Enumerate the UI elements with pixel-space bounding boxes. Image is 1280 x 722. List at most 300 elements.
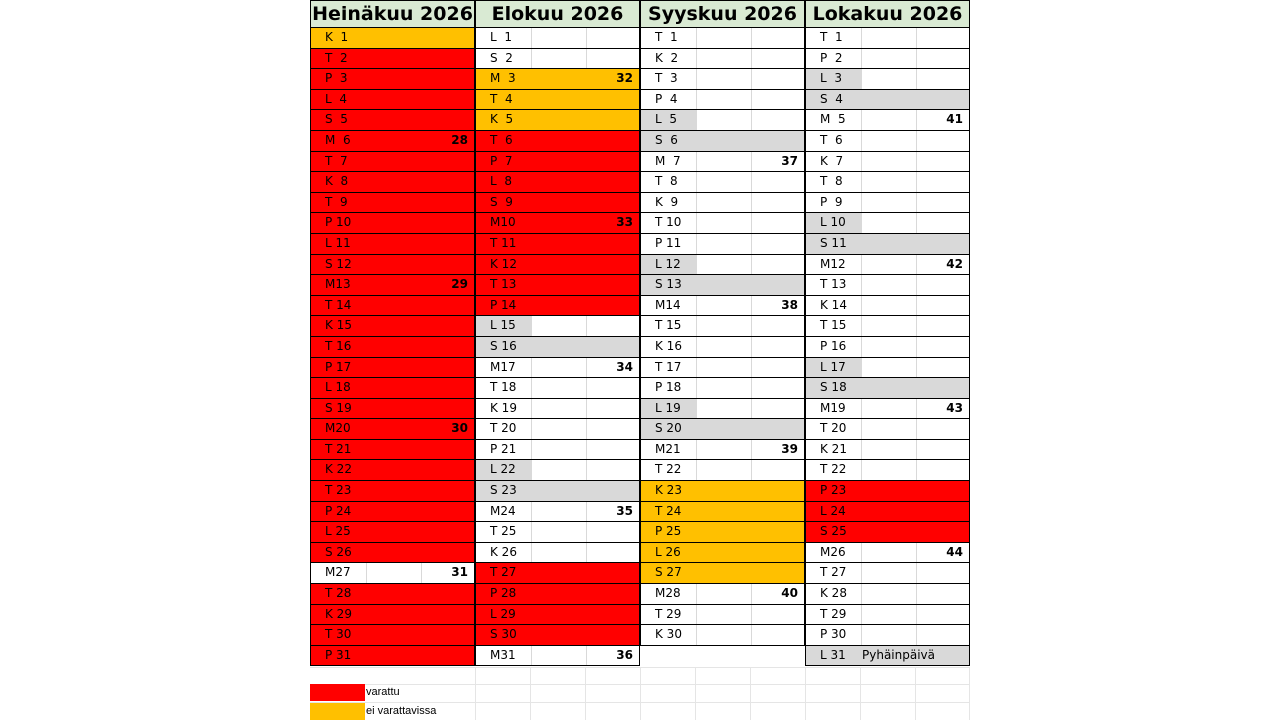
- cell-divider: [751, 255, 752, 275]
- day-row[interactable]: [805, 378, 970, 399]
- day-row[interactable]: [640, 152, 805, 173]
- day-row[interactable]: [310, 49, 475, 70]
- day-row[interactable]: [640, 584, 805, 605]
- month-column-august: [475, 0, 640, 667]
- day-row[interactable]: [805, 69, 970, 90]
- cell-divider: [531, 460, 532, 480]
- day-label: L 29: [490, 606, 516, 621]
- day-row[interactable]: [475, 296, 640, 317]
- day-row[interactable]: [475, 172, 640, 193]
- day-label: S 30: [490, 627, 517, 642]
- day-label: T 27: [820, 565, 847, 580]
- day-label: K 21: [820, 441, 847, 456]
- day-label: L 11: [325, 235, 351, 250]
- day-row[interactable]: [475, 110, 640, 131]
- day-label: S 11: [820, 235, 847, 250]
- day-label: T 28: [325, 586, 352, 601]
- cell-divider: [916, 28, 917, 48]
- day-label: P 17: [325, 359, 352, 374]
- day-row[interactable]: [475, 419, 640, 440]
- day-label: K 9: [655, 194, 679, 209]
- cell-divider: [531, 358, 532, 378]
- day-row[interactable]: [640, 460, 805, 481]
- cell-divider: [586, 49, 587, 69]
- day-row[interactable]: [310, 296, 475, 317]
- day-row[interactable]: [475, 522, 640, 543]
- day-label: T 1: [655, 30, 678, 44]
- cell-divider: [861, 296, 862, 316]
- day-row[interactable]: [310, 172, 475, 193]
- day-row[interactable]: [805, 337, 970, 358]
- day-row[interactable]: [805, 399, 970, 420]
- month-header[interactable]: Syyskuu 2026: [640, 0, 805, 28]
- day-label: M 6: [325, 132, 351, 147]
- day-row[interactable]: [475, 275, 640, 296]
- day-label: M12: [820, 256, 846, 271]
- day-row[interactable]: [475, 605, 640, 626]
- month-column-july: [310, 0, 475, 667]
- cell-divider: [916, 316, 917, 336]
- day-row[interactable]: [475, 131, 640, 152]
- day-label: T 30: [325, 627, 352, 642]
- day-note: Pyhäinpäivä: [862, 647, 935, 662]
- day-row[interactable]: [475, 460, 640, 481]
- day-label: M20: [325, 421, 351, 436]
- day-row[interactable]: [805, 296, 970, 317]
- cell-divider: [696, 28, 697, 48]
- day-list: [475, 28, 640, 666]
- day-label: T 9: [325, 194, 348, 209]
- day-label: T 20: [820, 421, 847, 436]
- cell-divider: [531, 399, 532, 419]
- legend: [310, 684, 510, 722]
- cell-divider: [751, 28, 752, 48]
- cell-divider: [916, 152, 917, 172]
- day-row[interactable]: [475, 316, 640, 337]
- cell-divider: [696, 255, 697, 275]
- day-label: L 19: [641, 399, 696, 419]
- day-row[interactable]: [640, 399, 805, 420]
- week-number: 43: [946, 400, 963, 415]
- day-row[interactable]: [310, 234, 475, 255]
- week-number: 34: [616, 359, 633, 374]
- cell-divider: [751, 213, 752, 233]
- day-row[interactable]: [310, 584, 475, 605]
- cell-divider: [916, 605, 917, 625]
- cell-divider: [916, 399, 917, 419]
- day-row[interactable]: [475, 234, 640, 255]
- day-label: T 23: [325, 483, 352, 498]
- cell-divider: [916, 275, 917, 295]
- day-row[interactable]: [805, 625, 970, 646]
- cell-divider: [531, 543, 532, 563]
- cell-divider: [916, 460, 917, 480]
- cell-divider: [421, 563, 422, 583]
- cell-divider: [586, 543, 587, 563]
- day-row[interactable]: [310, 522, 475, 543]
- day-label: P 11: [655, 235, 682, 250]
- day-row[interactable]: [475, 378, 640, 399]
- day-row[interactable]: [640, 234, 805, 255]
- day-label: T 16: [325, 338, 352, 353]
- day-row[interactable]: [640, 110, 805, 131]
- day-row[interactable]: [310, 419, 475, 440]
- day-label: T 22: [820, 462, 847, 477]
- cell-divider: [861, 625, 862, 645]
- day-row[interactable]: [640, 625, 805, 646]
- day-row[interactable]: [805, 481, 970, 502]
- day-row[interactable]: [640, 563, 805, 584]
- day-row[interactable]: [640, 49, 805, 70]
- day-row[interactable]: [805, 358, 970, 379]
- day-row[interactable]: [475, 543, 640, 564]
- cell-divider: [751, 234, 752, 254]
- day-row[interactable]: [475, 213, 640, 234]
- day-row[interactable]: [805, 90, 970, 111]
- cell-divider: [586, 358, 587, 378]
- day-row[interactable]: [805, 646, 970, 667]
- day-label: L 12: [641, 255, 696, 275]
- day-row[interactable]: [640, 502, 805, 523]
- cell-divider: [916, 563, 917, 583]
- day-row[interactable]: [805, 605, 970, 626]
- cell-divider: [531, 28, 532, 48]
- cell-divider: [696, 605, 697, 625]
- gridline: [915, 667, 916, 720]
- day-label: P 3: [325, 71, 348, 86]
- calendar-sheet: [310, 0, 970, 720]
- day-label: M13: [325, 277, 351, 292]
- day-row[interactable]: [640, 378, 805, 399]
- day-label: P 23: [820, 483, 847, 498]
- cell-divider: [531, 522, 532, 542]
- day-label: K 23: [655, 483, 682, 498]
- cell-divider: [861, 110, 862, 130]
- day-label: T 6: [820, 132, 843, 147]
- cell-divider: [696, 440, 697, 460]
- day-row[interactable]: [640, 481, 805, 502]
- day-label: P 16: [820, 338, 847, 353]
- day-row[interactable]: [475, 337, 640, 358]
- cell-divider: [751, 399, 752, 419]
- cell-divider: [861, 337, 862, 357]
- day-row[interactable]: [640, 419, 805, 440]
- cell-divider: [916, 131, 917, 151]
- day-row[interactable]: [640, 28, 805, 49]
- cell-divider: [861, 399, 862, 419]
- day-row[interactable]: [805, 563, 970, 584]
- day-label: P 24: [325, 503, 352, 518]
- cell-divider: [696, 234, 697, 254]
- day-label: M19: [820, 400, 846, 415]
- cell-divider: [916, 584, 917, 604]
- day-row[interactable]: [475, 49, 640, 70]
- cell-divider: [751, 193, 752, 213]
- day-row[interactable]: [640, 605, 805, 626]
- day-row[interactable]: [310, 255, 475, 276]
- cell-divider: [916, 172, 917, 192]
- day-label: L 10: [806, 213, 861, 233]
- gridline: [530, 667, 531, 720]
- day-row[interactable]: [805, 193, 970, 214]
- day-row[interactable]: [640, 296, 805, 317]
- week-number: 33: [616, 215, 633, 230]
- legend-item-unavailable: [310, 703, 510, 722]
- day-label: L 15: [476, 316, 531, 336]
- cell-divider: [751, 358, 752, 378]
- week-number: 44: [946, 544, 963, 559]
- day-label: K 8: [325, 174, 349, 189]
- cell-divider: [916, 213, 917, 233]
- day-row[interactable]: [310, 90, 475, 111]
- day-row[interactable]: [310, 152, 475, 173]
- day-row[interactable]: [475, 440, 640, 461]
- day-row[interactable]: [310, 563, 475, 584]
- day-row[interactable]: [805, 316, 970, 337]
- day-label: T 4: [490, 91, 513, 106]
- month-header[interactable]: Elokuu 2026: [475, 0, 640, 28]
- cell-divider: [751, 625, 752, 645]
- week-number: 35: [616, 503, 633, 518]
- cell-divider: [531, 378, 532, 398]
- day-row[interactable]: [805, 543, 970, 564]
- week-number: 29: [451, 277, 468, 292]
- day-row[interactable]: [640, 275, 805, 296]
- cell-divider: [531, 440, 532, 460]
- day-label: M31: [490, 647, 516, 662]
- day-row[interactable]: [310, 605, 475, 626]
- day-row[interactable]: [805, 49, 970, 70]
- day-row[interactable]: [805, 460, 970, 481]
- day-label: K 1: [325, 30, 349, 44]
- day-label: S 2: [490, 50, 513, 65]
- cell-divider: [751, 110, 752, 130]
- day-row[interactable]: [310, 358, 475, 379]
- day-row[interactable]: [805, 131, 970, 152]
- cell-divider: [861, 69, 862, 89]
- day-row[interactable]: [640, 358, 805, 379]
- cell-divider: [751, 49, 752, 69]
- day-list: [805, 28, 970, 666]
- cell-divider: [696, 90, 697, 110]
- cell-divider: [531, 316, 532, 336]
- day-row[interactable]: [640, 440, 805, 461]
- day-row[interactable]: [475, 255, 640, 276]
- day-row[interactable]: [310, 275, 475, 296]
- week-number: 41: [946, 112, 963, 127]
- day-row[interactable]: [310, 543, 475, 564]
- cell-divider: [916, 69, 917, 89]
- day-label: M 3: [490, 71, 516, 86]
- gridline: [750, 667, 751, 720]
- cell-divider: [916, 255, 917, 275]
- day-label: P 21: [490, 441, 517, 456]
- day-row[interactable]: [640, 255, 805, 276]
- cell-divider: [916, 440, 917, 460]
- cell-divider: [751, 90, 752, 110]
- cell-divider: [861, 584, 862, 604]
- day-label: P 14: [490, 297, 517, 312]
- day-label: S 16: [490, 338, 517, 353]
- cell-divider: [751, 172, 752, 192]
- day-row[interactable]: [475, 646, 640, 667]
- day-row[interactable]: [640, 522, 805, 543]
- cell-divider: [861, 152, 862, 172]
- day-row[interactable]: [310, 316, 475, 337]
- day-row[interactable]: [310, 399, 475, 420]
- day-row[interactable]: [475, 28, 640, 49]
- day-row[interactable]: [640, 337, 805, 358]
- day-label: M28: [655, 586, 681, 601]
- cell-divider: [751, 378, 752, 398]
- day-row[interactable]: [310, 28, 475, 49]
- cell-divider: [696, 625, 697, 645]
- legend-swatch-red: [310, 684, 365, 701]
- day-row[interactable]: [310, 131, 475, 152]
- gridline: [805, 667, 806, 720]
- day-row[interactable]: [805, 110, 970, 131]
- cell-divider: [751, 605, 752, 625]
- day-row[interactable]: [805, 419, 970, 440]
- day-label: K 7: [820, 153, 844, 168]
- day-row[interactable]: [475, 584, 640, 605]
- day-label: L 24: [820, 503, 846, 518]
- cell-divider: [696, 296, 697, 316]
- day-row[interactable]: [805, 213, 970, 234]
- gridline: [585, 667, 586, 720]
- cell-divider: [861, 275, 862, 295]
- day-row[interactable]: [805, 172, 970, 193]
- day-row[interactable]: [475, 625, 640, 646]
- day-row[interactable]: [475, 399, 640, 420]
- day-row[interactable]: [310, 378, 475, 399]
- day-label: T 29: [655, 606, 682, 621]
- day-row[interactable]: [640, 543, 805, 564]
- day-row[interactable]: [805, 152, 970, 173]
- day-row[interactable]: [310, 440, 475, 461]
- day-row[interactable]: [640, 69, 805, 90]
- day-label: S 23: [490, 483, 517, 498]
- month-header[interactable]: Lokakuu 2026: [805, 0, 970, 28]
- cell-divider: [916, 110, 917, 130]
- day-label: K 26: [490, 544, 517, 559]
- day-row[interactable]: [310, 193, 475, 214]
- day-row[interactable]: [475, 90, 640, 111]
- day-row[interactable]: [310, 625, 475, 646]
- cell-divider: [586, 502, 587, 522]
- cell-divider: [861, 358, 862, 378]
- cell-divider: [696, 110, 697, 130]
- day-row[interactable]: [475, 481, 640, 502]
- day-row[interactable]: [805, 275, 970, 296]
- gridline: [860, 667, 861, 720]
- week-number: 38: [781, 297, 798, 312]
- day-label: T 13: [820, 277, 847, 292]
- day-row[interactable]: [475, 152, 640, 173]
- day-row[interactable]: [475, 502, 640, 523]
- day-row[interactable]: [640, 193, 805, 214]
- cell-divider: [586, 378, 587, 398]
- cell-divider: [696, 69, 697, 89]
- cell-divider: [531, 502, 532, 522]
- cell-divider: [696, 172, 697, 192]
- day-row[interactable]: [805, 234, 970, 255]
- cell-divider: [751, 69, 752, 89]
- day-row[interactable]: [640, 316, 805, 337]
- day-row[interactable]: [310, 646, 475, 667]
- day-row[interactable]: [310, 213, 475, 234]
- day-label: T 29: [820, 606, 847, 621]
- day-row[interactable]: [640, 90, 805, 111]
- day-label: S 5: [325, 112, 348, 127]
- day-label: S 6: [655, 132, 678, 147]
- cell-divider: [751, 152, 752, 172]
- day-label: K 28: [820, 586, 847, 601]
- day-row[interactable]: [310, 69, 475, 90]
- cell-divider: [696, 584, 697, 604]
- week-number: 42: [946, 256, 963, 271]
- day-label: L 4: [325, 91, 347, 106]
- day-label: M17: [490, 359, 516, 374]
- day-row[interactable]: [475, 358, 640, 379]
- day-row[interactable]: [475, 69, 640, 90]
- day-row[interactable]: [805, 255, 970, 276]
- cell-divider: [696, 49, 697, 69]
- day-row[interactable]: [310, 337, 475, 358]
- cell-divider: [861, 605, 862, 625]
- cell-divider: [586, 316, 587, 336]
- day-label: S 19: [325, 400, 352, 415]
- day-list: [640, 28, 805, 646]
- day-label: M14: [655, 297, 681, 312]
- day-label: L 26: [655, 544, 681, 559]
- cell-divider: [861, 255, 862, 275]
- day-row[interactable]: [310, 481, 475, 502]
- day-label: K 2: [655, 50, 679, 65]
- day-label: T 8: [820, 174, 843, 189]
- week-number: 31: [451, 565, 468, 580]
- day-row[interactable]: [640, 131, 805, 152]
- day-row[interactable]: [310, 110, 475, 131]
- day-row[interactable]: [310, 460, 475, 481]
- month-column-october: [805, 0, 970, 667]
- cell-divider: [916, 296, 917, 316]
- day-label: K 22: [325, 462, 352, 477]
- day-label: T 13: [490, 277, 517, 292]
- month-header[interactable]: Heinäkuu 2026: [310, 0, 475, 28]
- day-label: K 12: [490, 256, 517, 271]
- day-row[interactable]: [805, 502, 970, 523]
- day-row[interactable]: [640, 213, 805, 234]
- cell-divider: [751, 584, 752, 604]
- cell-divider: [696, 316, 697, 336]
- day-row[interactable]: [805, 584, 970, 605]
- day-row[interactable]: [640, 172, 805, 193]
- cell-divider: [696, 378, 697, 398]
- day-label: L 25: [325, 524, 351, 539]
- day-row[interactable]: [475, 193, 640, 214]
- month-column-september: [640, 0, 805, 667]
- day-label: T 17: [655, 359, 682, 374]
- cell-divider: [366, 563, 367, 583]
- day-row[interactable]: [805, 440, 970, 461]
- day-row[interactable]: [475, 563, 640, 584]
- day-row[interactable]: [310, 502, 475, 523]
- day-row[interactable]: [805, 28, 970, 49]
- day-label: S 9: [490, 194, 513, 209]
- cell-divider: [861, 213, 862, 233]
- day-row[interactable]: [805, 522, 970, 543]
